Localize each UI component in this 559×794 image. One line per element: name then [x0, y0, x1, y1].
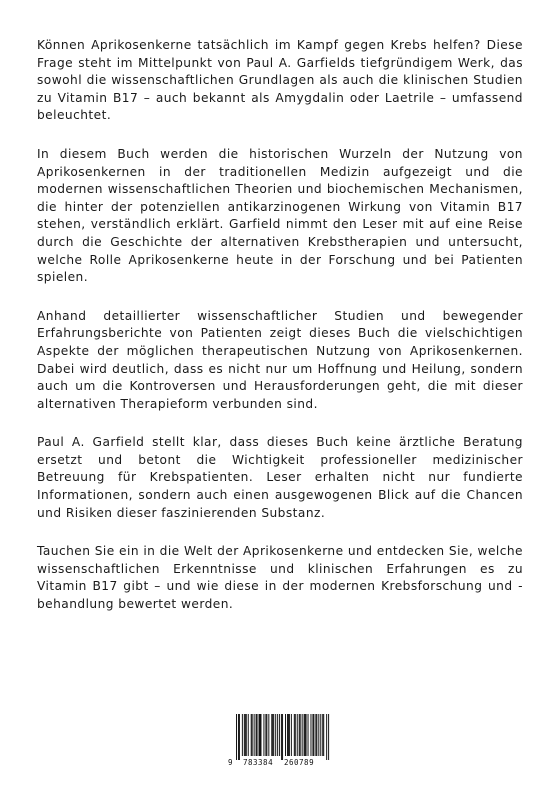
barcode-bar: [294, 714, 295, 756]
barcode-bar: [316, 714, 317, 756]
barcode-bar: [318, 714, 319, 756]
barcode-bar: [256, 714, 257, 756]
barcode-bar: [295, 714, 296, 756]
barcode-bar: [326, 714, 327, 760]
barcode-bar: [306, 714, 307, 756]
barcode-digit-first: 9: [228, 758, 233, 767]
barcode-bar: [320, 714, 321, 756]
barcode-bar: [277, 714, 278, 756]
barcode-bar: [254, 714, 255, 756]
blurb-paragraph-2: In diesem Buch werden die historischen Wurzeln der Nutzung von Aprikosenkernen in der traditionellen Medizin aufgezeigt und die modernen wissenschaftlichen Theorien und biochemischen Mechanismen, die hinter der potenziellen antikarzinogenen Wirkung von Vitamin B17 stehen, verständlich erklärt. Garfield nimmt den Leser mit auf eine Reise durch die Geschichte der alternativen Krebstherapien und untersucht, welche Rolle Aprikosenkerne heute in der Forschung und bei Patienten spielen.: [37, 146, 523, 285]
isbn-barcode: [228, 712, 334, 772]
barcode-bar: [285, 714, 286, 756]
barcode-bar: [300, 714, 301, 756]
barcode-bar: [328, 714, 329, 760]
barcode-bar: [238, 714, 239, 760]
barcode-bar: [323, 714, 324, 756]
barcode-bar: [305, 714, 306, 756]
barcode-bar: [252, 714, 253, 756]
barcode-bar: [271, 714, 272, 756]
barcode-bar: [288, 714, 289, 756]
barcode-bar: [281, 714, 282, 760]
blurb-paragraph-5: Tauchen Sie ein in die Welt der Aprikosenkerne und entdecken Sie, welche wissenschaftlichen Erkenntnisse und klinischen Erfahrungen es zu Vitamin B17 gibt – und wie diese in der modernen Krebsforschung und -behandlung bewertet werden.: [37, 544, 523, 612]
barcode-bar: [310, 714, 311, 756]
barcode-bar: [291, 714, 292, 756]
barcode-bar: [272, 714, 273, 756]
barcode-bar: [322, 714, 323, 756]
barcode-bar: [266, 714, 267, 756]
barcode-bar: [246, 714, 247, 756]
blurb-paragraph-4: Paul A. Garfield stellt klar, dass dieses Buch keine ärztliche Beratung ersetzt und betont die Wichtigkeit professioneller medizinischer Betreuung für Krebspatienten. Leser erhalten nicht nur fundierte Informationen, sondern auch einen ausgewogenen Blick auf die Chancen und Risiken dieser faszinierenden Substanz.: [37, 435, 523, 520]
barcode-bar: [273, 714, 274, 756]
barcode-bar: [244, 714, 245, 756]
barcode-bar: [312, 714, 313, 756]
barcode-bar: [302, 714, 303, 756]
blurb-paragraph-3: Anhand detaillierter wissenschaftlicher Studien und bewegender Erfahrungsberichte von Patienten zeigt dieses Buch die vielschichtigen Aspekte der möglichen therapeutischen Nutzung von Aprikosenkernen. Dabei wird deutlich, dass es nicht nur um Hoffnung und Heilung, sondern auch um die Kontroversen und Herausforderungen geht, die mit dieser alternativen Therapieform verbunden sind.: [37, 308, 523, 411]
barcode-bar: [308, 714, 309, 756]
barcode-bar: [304, 714, 305, 756]
barcode-bar: [315, 714, 316, 756]
barcode-bar: [257, 714, 258, 756]
barcode-bar: [282, 714, 283, 760]
barcode-digits-left: 783384: [243, 758, 274, 767]
barcode-bar: [236, 714, 237, 760]
barcode-bar: [259, 714, 260, 756]
barcode-bar: [260, 714, 261, 756]
barcode-bar: [279, 714, 280, 756]
barcode-bar: [242, 714, 243, 756]
barcode-digits-right: 260789: [284, 758, 315, 767]
barcode-bar: [261, 714, 262, 756]
barcode-bar: [239, 714, 240, 760]
barcode-bar: [275, 714, 276, 756]
barcode-bar: [268, 714, 269, 756]
barcode-bar: [251, 714, 252, 756]
barcode-bar: [297, 714, 298, 756]
blurb-text: [37, 37, 523, 635]
barcode-bar: [299, 714, 300, 756]
barcode-bar: [265, 714, 266, 756]
barcode-bar: [313, 714, 314, 756]
barcode-bar: [263, 714, 264, 756]
barcode-bar: [248, 714, 249, 756]
barcode-bar: [289, 714, 290, 756]
barcode-bar: [287, 714, 288, 756]
blurb-paragraph-1: Können Aprikosenkerne tatsächlich im Kampf gegen Krebs helfen? Diese Frage steht im Mittelpunkt von Paul A. Garfields tiefgründigem Werk, das sowohl die wissenschaftlichen Grundlagen als auch die klinischen Studien zu Vitamin B17 – auch bekannt als Amygdalin oder Laetrile – umfassend beleuchtet.: [37, 38, 523, 123]
barcode-bar: [245, 714, 246, 756]
